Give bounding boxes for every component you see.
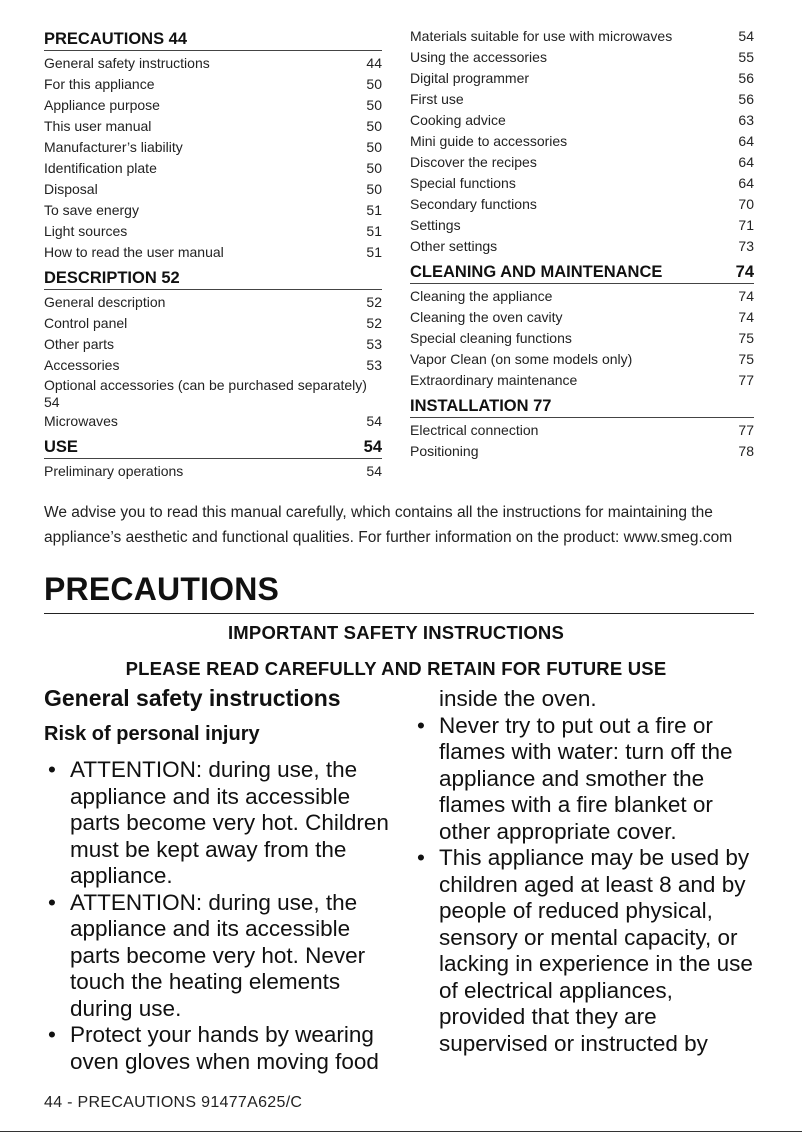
toc-entry-title: Extraordinary maintenance [410, 372, 578, 388]
toc-entry [410, 152, 754, 173]
toc-page-number: 50 [366, 139, 382, 155]
toc-entry-title: Cleaning the appliance [410, 288, 553, 304]
toc-page-number: 50 [366, 160, 382, 176]
toc-entry [44, 53, 382, 74]
toc-entry-title: Vapor Clean (on some models only) [410, 351, 633, 367]
toc-entry [44, 461, 382, 482]
section-title: PRECAUTIONS [44, 568, 754, 614]
toc-page-number: 63 [738, 112, 754, 128]
bullet-continuation: inside the oven. [439, 686, 597, 711]
toc-left-column [44, 26, 382, 482]
toc-entry-title: How to read the user manual [44, 244, 224, 260]
toc-entry [44, 221, 382, 242]
toc-entry-title: PRECAUTIONS 44 [44, 30, 188, 48]
toc-entry [44, 411, 382, 432]
toc-entry [44, 179, 382, 200]
toc-entry-title: This user manual [44, 118, 152, 134]
toc-page-number: 51 [366, 223, 382, 239]
toc-entry-title: Settings [410, 217, 461, 233]
toc-page-number: 77 [738, 422, 754, 438]
toc-page-number: 64 [738, 133, 754, 149]
toc-entry [44, 158, 382, 179]
toc-entry [44, 292, 382, 313]
toc-entry [410, 349, 754, 370]
toc-page-number: 75 [738, 351, 754, 367]
toc-page-number: 50 [366, 181, 382, 197]
read-retain-heading: PLEASE READ CAREFULLY AND RETAIN FOR FUTURE USE [125, 658, 667, 679]
toc-page-number: 74 [735, 263, 754, 281]
toc-entry-title: Mini guide to accessories [410, 133, 568, 149]
toc-entry-title: Secondary functions [410, 196, 537, 212]
bullet-item: • ATTENTION: during use, the appliance and its accessible parts become very hot. Children must be kept away from the appliance. [44, 757, 394, 890]
toc-section-heading [44, 26, 382, 51]
toc-page-number: 73 [738, 238, 754, 254]
toc-section-heading [410, 259, 754, 284]
toc-page-number: 54 [738, 28, 754, 44]
toc-entry [410, 420, 754, 441]
toc-entry [410, 89, 754, 110]
toc-entry [44, 355, 382, 376]
toc-page-number: 75 [738, 330, 754, 346]
toc-entry-title: Identification plate [44, 160, 157, 176]
toc-entry [410, 236, 754, 257]
toc-entry [44, 313, 382, 334]
toc-entry-title: CLEANING AND MAINTENANCE [410, 263, 663, 281]
toc-entry-title: Other parts [44, 336, 115, 352]
toc-page-number: 70 [738, 196, 754, 212]
risk-heading: Risk of personal injury [44, 723, 260, 745]
toc-entry-title: For this appliance [44, 76, 155, 92]
intro-paragraph: We advise you to read this manual carefully, which contains all the instructions for maintaining the appliance’s aesthetic and functional qualities. For further information on the product: www.smeg.com [44, 504, 733, 546]
left-bullet-list [44, 757, 394, 1075]
toc-section-heading [44, 265, 382, 290]
toc-entry-title: Cooking advice [410, 112, 506, 128]
toc-page-number: 55 [738, 49, 754, 65]
toc-entry [44, 95, 382, 116]
toc-entry-title: Preliminary operations [44, 463, 184, 479]
toc-entry [410, 307, 754, 328]
toc-page-number: 50 [366, 118, 382, 134]
footer-rule [0, 1131, 802, 1132]
toc-entry-title: To save energy [44, 202, 139, 218]
toc-entry-title: Microwaves [44, 413, 118, 429]
bullet-item: • This appliance may be used by children aged at least 8 and by people of reduced physical, sensory or mental capacity, or lacking in experience in the use of electrical appliances, provided that they are supervised or instructed by [413, 845, 763, 1057]
toc-entry [410, 194, 754, 215]
toc-entry-title: Accessories [44, 357, 120, 373]
toc-page-number: 64 [738, 154, 754, 170]
toc-entry [410, 47, 754, 68]
toc-section-heading [44, 434, 382, 459]
bullet-item: • Protect your hands by wearing oven gloves when moving food [44, 1022, 394, 1075]
toc-entry [44, 200, 382, 221]
toc-entry [410, 441, 754, 462]
toc-entry [44, 334, 382, 355]
toc-right-column [410, 26, 754, 462]
toc-page-number: 53 [366, 336, 382, 352]
toc-entry-title: Positioning [410, 443, 479, 459]
toc-entry [44, 116, 382, 137]
toc-page-number: 53 [366, 357, 382, 373]
toc-entry-title: Other settings [410, 238, 498, 254]
toc-page-number: 51 [366, 202, 382, 218]
toc-entry-title: First use [410, 91, 464, 107]
toc-section-heading [410, 393, 754, 418]
toc-page-number: 64 [738, 175, 754, 191]
toc-page-number: 50 [366, 76, 382, 92]
toc-entry [410, 328, 754, 349]
toc-page-number: 52 [366, 294, 382, 310]
toc-entry [410, 110, 754, 131]
toc-page-number: 78 [738, 443, 754, 459]
toc-entry-title: Special functions [410, 175, 516, 191]
toc-page-number: 71 [738, 217, 754, 233]
toc-page-number: 51 [366, 244, 382, 260]
bullet-item: • Never try to put out a fire or flames with water: turn off the appliance and smother the flames with a fire blanket or other appropriate cover. [413, 713, 763, 846]
toc-entry-title: Optional accessories (can be purchased separately) 54 [44, 377, 367, 410]
right-bullet-list [413, 686, 763, 1057]
toc-entry [410, 286, 754, 307]
toc-page-number: 54 [363, 438, 382, 456]
toc-entry-title: Appliance purpose [44, 97, 160, 113]
toc-page-number: 56 [738, 70, 754, 86]
toc-entry-title: Materials suitable for use with microwaves [410, 28, 673, 44]
general-safety-heading: General safety instructions [44, 685, 341, 711]
toc-entry-title: General description [44, 294, 166, 310]
toc-entry-title: Using the accessories [410, 49, 547, 65]
toc-entry [44, 376, 382, 411]
toc-entry [44, 74, 382, 95]
toc-entry-title: Light sources [44, 223, 128, 239]
toc-entry-title: USE [44, 438, 78, 456]
toc-entry-title: Cleaning the oven cavity [410, 309, 563, 325]
toc-entry [410, 370, 754, 391]
toc-page-number: 54 [366, 463, 382, 479]
safety-instructions-heading: IMPORTANT SAFETY INSTRUCTIONS [227, 622, 565, 643]
toc-page-number: 50 [366, 97, 382, 113]
toc-entry [410, 131, 754, 152]
toc-entry-title: General safety instructions [44, 55, 210, 71]
toc-page-number: 77 [738, 372, 754, 388]
page-footer: 44 - PRECAUTIONS 91477A625/C [44, 1094, 303, 1111]
toc-page-number: 54 [366, 413, 382, 429]
toc-entry-title: DESCRIPTION 52 [44, 269, 180, 287]
toc-entry [410, 68, 754, 89]
toc-entry [410, 215, 754, 236]
toc-entry-title: Digital programmer [410, 70, 530, 86]
toc-entry [410, 26, 754, 47]
toc-entry [410, 173, 754, 194]
toc-page-number: 74 [738, 309, 754, 325]
toc-page-number: 56 [738, 91, 754, 107]
toc-entry-title: Electrical connection [410, 422, 539, 438]
toc-page-number: 44 [366, 55, 382, 71]
toc-entry [44, 137, 382, 158]
toc-page-number: 74 [738, 288, 754, 304]
toc-entry-title: Control panel [44, 315, 128, 331]
toc-entry-title: Discover the recipes [410, 154, 537, 170]
toc-entry-title: Special cleaning functions [410, 330, 572, 346]
toc-entry-title: Disposal [44, 181, 98, 197]
toc-entry-title: Manufacturer’s liability [44, 139, 183, 155]
toc-page-number: 52 [366, 315, 382, 331]
toc-entry [44, 242, 382, 263]
bullet-item: • ATTENTION: during use, the appliance and its accessible parts become very hot. Never touch the heating elements during use. [44, 890, 394, 1023]
toc-entry-title: INSTALLATION 77 [410, 397, 552, 415]
